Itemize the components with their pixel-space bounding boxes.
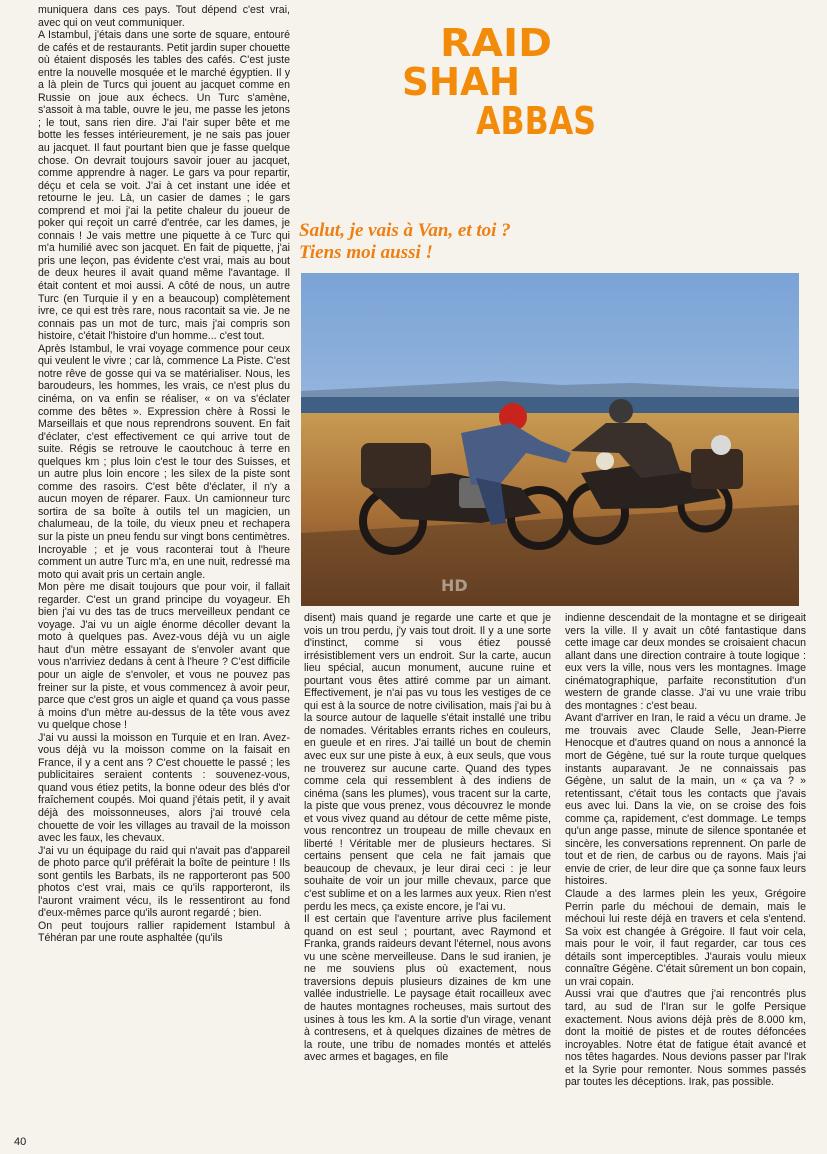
motorcycle-photo: [301, 273, 799, 606]
paragraph: Aussi vrai que d'autres que j'ai rencontrés plus tard, au sud de l'Iran sur le golfe Persique exactement. Nous avions déjà près de 8.000 km, dont la moitié de pistes et de routes défoncées incroyables. Notre état de fatigue était avancé et nos têtes hagardes. Nous devions passer par l'Irak et la Syrie pour remonter. Nous sommes passés par toutes les déceptions. Irak, pas possible.: [565, 988, 806, 1089]
lake: [301, 397, 799, 415]
paragraph: Avant d'arriver en Iran, le raid a vécu un drame. Je me trouvais avec Claude Selle, Jean-Pierre Henocque et d'autres quand on nous a annoncé la mort de Gégène, tué sur la route turque quelques instants auparavant. Je ne connaissais pas Gégène, un salut de la main, un « ça va ? » retentissant, c'était tous les contacts que j'avais eus avec lui. Dans la vie, on se croise des fois comme ça, rapidement, c'est dommage. Le temps qu'un ange passe, minute de silence spontanée et sincère, les conversations reprennent. On parle de tout et de rien, de carbus ou de rayons. Mais j'ai envie de crier, de leur dire que ça sonne faux leurs histoires.: [565, 712, 806, 888]
photo-watermark: HD: [441, 576, 468, 595]
title-word-shah: SHAH: [402, 60, 520, 104]
headline-line-1: Salut, je vais à Van, et toi ?: [299, 220, 511, 241]
paragraph: Mon père me disait toujours que pour voir, il fallait regarder. C'est un grand principe du voyageur. Eh bien j'ai vu des tas de trucs merveilleux pendant ce voyage. J'ai vu un aigle énorme décoller devant la moto à quelques pas. Avez-vous déjà vu un aigle haut d'un mètre essayant de s'envoler avant que vous n'arriviez dedans à cent à l'heure ? C'est difficile pour un aigle de s'envoler, et vous ne pouvez pas freiner sur la piste, et vous commencez à avoir peur, parce que c'est gros un aigle et quand ça vous passe à moins d'un mètre au-dessus de la tête vous avez vu quelque chose !: [38, 581, 290, 732]
title-word-abbas: ABBAS: [476, 99, 596, 143]
paragraph: J'ai vu un équipage du raid qui n'avait pas d'appareil de photo parce qu'il préférait la boîte de peinture ! Ils sont gentils les Barbats, ils ne rapporteront pas 500 photos c'est vrai, mais ce qu'ils rapporteront, ils l'auront vraiment vécu, ils le ressentiront au fond d'eux-mêmes parce qu'ils auront regardé ; bien.: [38, 844, 290, 920]
title-logo: [398, 18, 598, 142]
page-number: 40: [14, 1136, 27, 1148]
paragraph: Claude a des larmes plein les yeux, Grégoire Perrin parle du méchoui de demain, mais le méchoui lui reste déjà en travers et cela s'entend. Sa voix est changée à Grégoire. Il faut voir cela, mais pour le voir, il faut regarder, car tous ces détails sont imperceptibles. J'aurais voulu mieux connaître Gégène. C'était sûrement un bon copain, un vrai copain.: [565, 888, 806, 988]
paragraph: On peut toujours rallier rapidement Istambul à Téhéran par une route asphaltée (qu'ils: [38, 919, 290, 945]
paragraph: indienne descendait de la montagne et se dirigeait vers la ville. Il y avait un côté fantastique dans cette image car deux mondes se croisaient chacun allant dans une direction contraire à toute logique : eux vers la ville, nous vers les montagnes. Image cinématographique, parfaite reconstitution d'un western de grande classe. J'ai vu une vraie tribu des montagnes : c'est beau.: [565, 612, 806, 712]
headline: [299, 220, 589, 264]
article-column-3: [565, 612, 806, 1152]
paragraph: disent) mais quand je regarde une carte et que je vois un trou perdu, j'y vais tout droit. Il y a une sorte d'instinct, comme si vous étiez poussé irrésistiblement vers un endroit. Sur la carte, aucun lieu spécial, aucun monument, aucune ruine et pourtant vous êtes attiré comme par un aimant. Effectivement, je n'ai pas vu tous les vestiges de ce qui est à la source de notre civilisation, mais j'ai bu à la source autour de laquelle s'était installé une tribu de nomades. Véritables errants riches en couleurs, en gueule et en rires. J'ai taillé un bout de chemin avec eux sur une piste à eux, à eux seuls, que vous ne trouverez sur aucune carte. Quand des types comme cela qui ressemblent à des indiens de cinéma (sans les plumes), vous tracent sur la carte, la piste que vous prenez, vous découvrez le monde et vous vivez quand au détour de cette même piste, vous rencontrez un troupeau de mille chevaux en liberté ! Véritable mer de plusieurs hectares. Si certains pensent que cela ne fait jamais que beaucoup de chevaux, je leur dirai ceci : je leur souhaite de voir un jour mille chevaux, parce que c'est sublime et on a les larmes aux yeux. Rien n'est perdu les mecs, ça existe encore, je l'ai vu.: [304, 612, 551, 913]
article-column-2: [304, 612, 551, 1152]
paragraph: muniquera dans ces pays. Tout dépend c'est vrai, avec qui on veut communiquer.: [38, 4, 290, 29]
paragraph: Il est certain que l'aventure arrive plus facilement quand on est seul ; pourtant, avec Raymond et Franka, grands raideurs devant l'éternel, nous avons vu une scène merveilleuse. Dans le sud iranien, je ne me souviens plus où exactement, nous traversions depuis plusieurs dizaines de km une vallée industrielle. Le paysage était rocailleux avec de hautes montagnes rocheuses, mais surtout des usines à tous les km. A la sortie d'un virage, venant à contresens, et à quelques dizaines de mètres de la route, une tribu de nomades montés et attelés avec armes et bagages, en file: [304, 913, 551, 1064]
paragraph: J'ai vu aussi la moisson en Turquie et en Iran. Avez-vous déjà vu la moisson comme on la faisait en France, il y a cent ans ? C'est chouette le passé ; les publicitaires seraient contents : souvenez-vous, quand vous étiez petits, la bonne odeur des blés d'or fraîchement coupés. Moi quand j'étais petit, il y avait déjà des moissonneuses, alors j'ai trouvé cela chouette de voir les villages au travail de la moisson avec les faux, les chevaux.: [38, 731, 290, 845]
headline-line-2: Tiens moi aussi !: [299, 242, 433, 263]
paragraph: A Istambul, j'étais dans une sorte de square, entouré de cafés et de restaurants. Petit jardin super chouette où étaient disposés les tables des cafés. C'est juste entre la nouvelle mosquée et le marché égyptien. Il y a là plein de Turcs qui jouent au jacquet comme en Russie on joue aux échecs. Un Turc s'amène, s'assoit à ma table, ouvre le jeu, me passe les jetons ; le tout, sans rien dire. J'ai l'air super bête et me botte les fesses intérieurement, je ne sais pas jouer au jacquet. Il faut pourtant bien que je fasse quelque chose. On devrait toujours savoir jouer au jacquet, comme apprendre à nager. Le gars va pour repartir, déçu et cela se voit. J'ai à cet instant une idée et retourne le jeu. Là, un casier de dames ; le gars comprend et moi j'ai la petite chaleur du joueur de poker qui reçoit un carré d'entrée, car les dames, je connais ! Je vais mettre une piquette à ce Turc qui m'a humilié avec son jacquet. En fait de piquette, j'ai pris une leçon, pas évidente c'est vrai, mais au bout de deux heures il avait quand même l'avantage. Il était content et moi aussi. A côté de nous, un autre Turc (en Turquie il y en a beaucoup) complètement ivre, ce qui est très rare, nous racontait sa vie. Je ne connais pas un mot de turc, mais j'ai compris son histoire, c'était l'histoire d'un homme... c'est tout.: [38, 29, 290, 343]
title-word-raid: RAID: [440, 21, 552, 65]
article-column-1: [38, 4, 290, 1132]
paragraph: Après Istambul, le vrai voyage commence pour ceux qui veulent le vivre ; car là, commence La Piste. C'est notre rêve de gosse qui va se matérialiser. Nous, les baroudeurs, les hommes, les vrais, ce n'est plus du cinéma, on va enfin se réaliser, « on va s'éclater comme des bêtes ». Expression chère à Rossi le Marseillais et que nous reprendrons souvent. En fait d'éclater, c'est effectivement ce qui arrive tout de suite. Régis se retrouve le caoutchouc à terre en quelques km ; plus loin c'est le tour des Suisses, et un autre plus loin encore ; les silex de la piste sont comme des rasoirs. C'est bête d'éclater, il n'y a aucun moyen de réparer. Faux. Un camionneur turc sortira de sa boîte à outils tel un magicien, un chalumeau, de la toile, du vieux pneu et rechapera sur la piste un pneu fendu sur vingt bons centimètres. Incroyable ; et je vous raconterai tout à l'heure comment un autre Turc m'a, en une nuit, redressé ma moto qui avait pris un certain angle.: [38, 342, 290, 581]
